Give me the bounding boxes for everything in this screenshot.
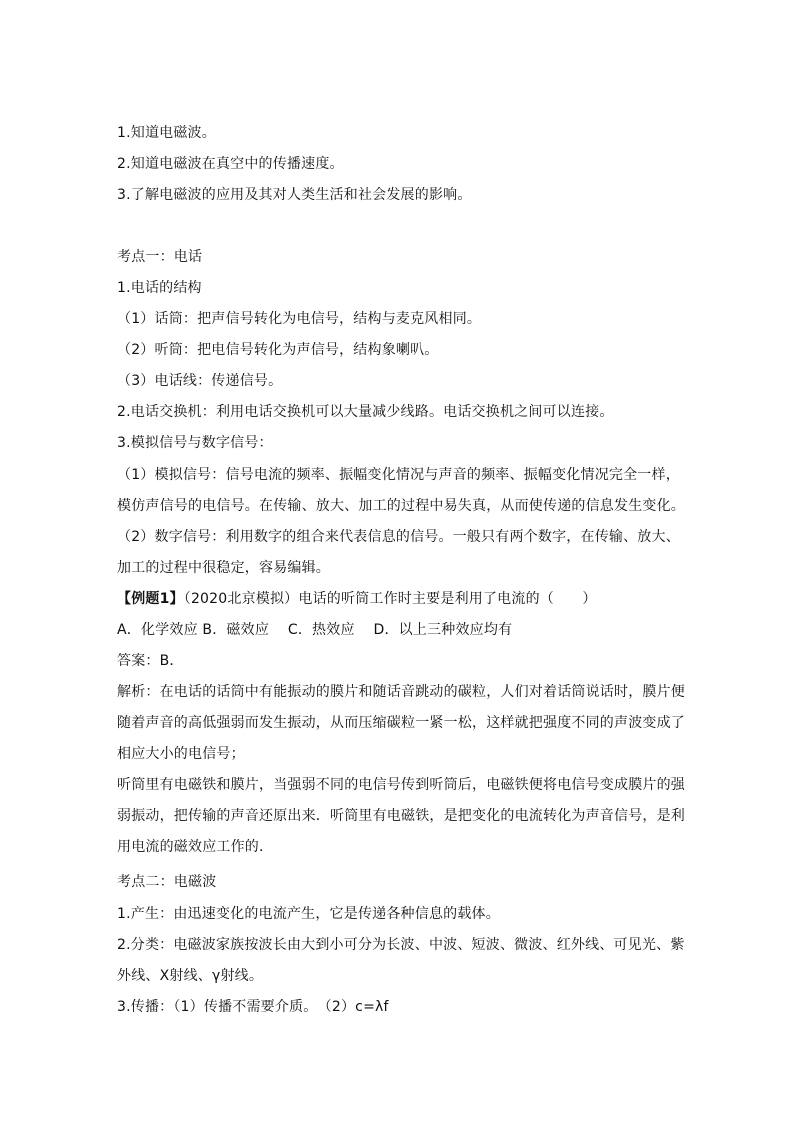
propagation-text: 3.传播：（1）传播不需要介质。 （2）c=λf [117, 999, 389, 1015]
signal-title: 3.模拟信号与数字信号： [117, 435, 273, 451]
classification-line-2: 外线、X射线、γ射线。 [117, 968, 264, 984]
example-answer: 答案：B． [117, 653, 184, 669]
analysis-line-6: 用电流的磁效应工作的． [117, 839, 274, 855]
structure-title: 1.电话的结构 [117, 280, 202, 296]
origin-text: 1.产生：由迅速变化的电流产生，它是传递各种信息的载体。 [117, 906, 500, 922]
analog-line-1: （1）模拟信号：信号电流的频率、振幅变化情况与声音的频率、振幅变化情况完全一样， [117, 467, 680, 483]
structure-item-3: （3）电话线：传递信号。 [117, 373, 283, 389]
analysis-line-1: 解析：在电话的话筒中有能振动的膜片和随话音跳动的碳粒，人们对着话筒说话时，膜片便 [117, 684, 685, 700]
example-question-text: （2020北京模拟）电话的听筒工作时主要是利用了电流的（ ） [183, 591, 597, 607]
point1-heading: 考点一：电话 [117, 249, 203, 265]
objective-2: 2.知道电磁波在真空中的传播速度。 [117, 156, 344, 172]
objective-3: 3.了解电磁波的应用及其对人类生活和社会发展的影响。 [117, 187, 472, 203]
analysis-line-2: 随着声音的高低强弱而发生振动，从而压缩碳粒一紧一松，这样就把强度不同的声波变成了 [117, 715, 685, 731]
example-options: A．化学效应 B．磁效应 C．热效应 D．以上三种效应均有 [117, 622, 513, 638]
example-question [117, 589, 687, 609]
objective-1: 1.知道电磁波。 [117, 125, 216, 141]
analog-line-2: 模仿声信号的电信号。在传输、放大、加工的过程中易失真，从而使传递的信息发生变化。 [117, 498, 685, 514]
analysis-line-3: 相应大小的电信号； [117, 746, 245, 762]
classification-line-1: 2.分类：电磁波家族按波长由大到小可分为长波、中波、短波、微波、红外线、可见光、紫 [117, 937, 685, 953]
exchange-text: 2.电话交换机：利用电话交换机可以大量减少线路。电话交换机之间可以连接。 [117, 404, 614, 420]
point2-heading: 考点二：电磁波 [117, 874, 217, 890]
analysis-line-5: 弱振动，把传输的声音还原出来．听筒里有电磁铁，是把变化的电流转化为声音信号，是利 [117, 808, 685, 824]
example-label: 【例题1】 [117, 591, 184, 607]
digital-line-1: （2）数字信号：利用数字的组合来代表信息的信号。一般只有两个数字，在传输、放大、 [117, 529, 680, 545]
analysis-line-4: 听筒里有电磁铁和膜片，当强弱不同的电信号传到听筒后，电磁铁便将电信号变成膜片的强 [117, 777, 685, 793]
structure-item-2: （2）听筒：把电信号转化为声信号，结构象喇叭。 [117, 342, 439, 358]
structure-item-1: （1）话筒：把声信号转化为电信号，结构与麦克风相同。 [117, 311, 482, 327]
digital-line-2: 加工的过程中很稳定，容易编辑。 [117, 560, 330, 576]
